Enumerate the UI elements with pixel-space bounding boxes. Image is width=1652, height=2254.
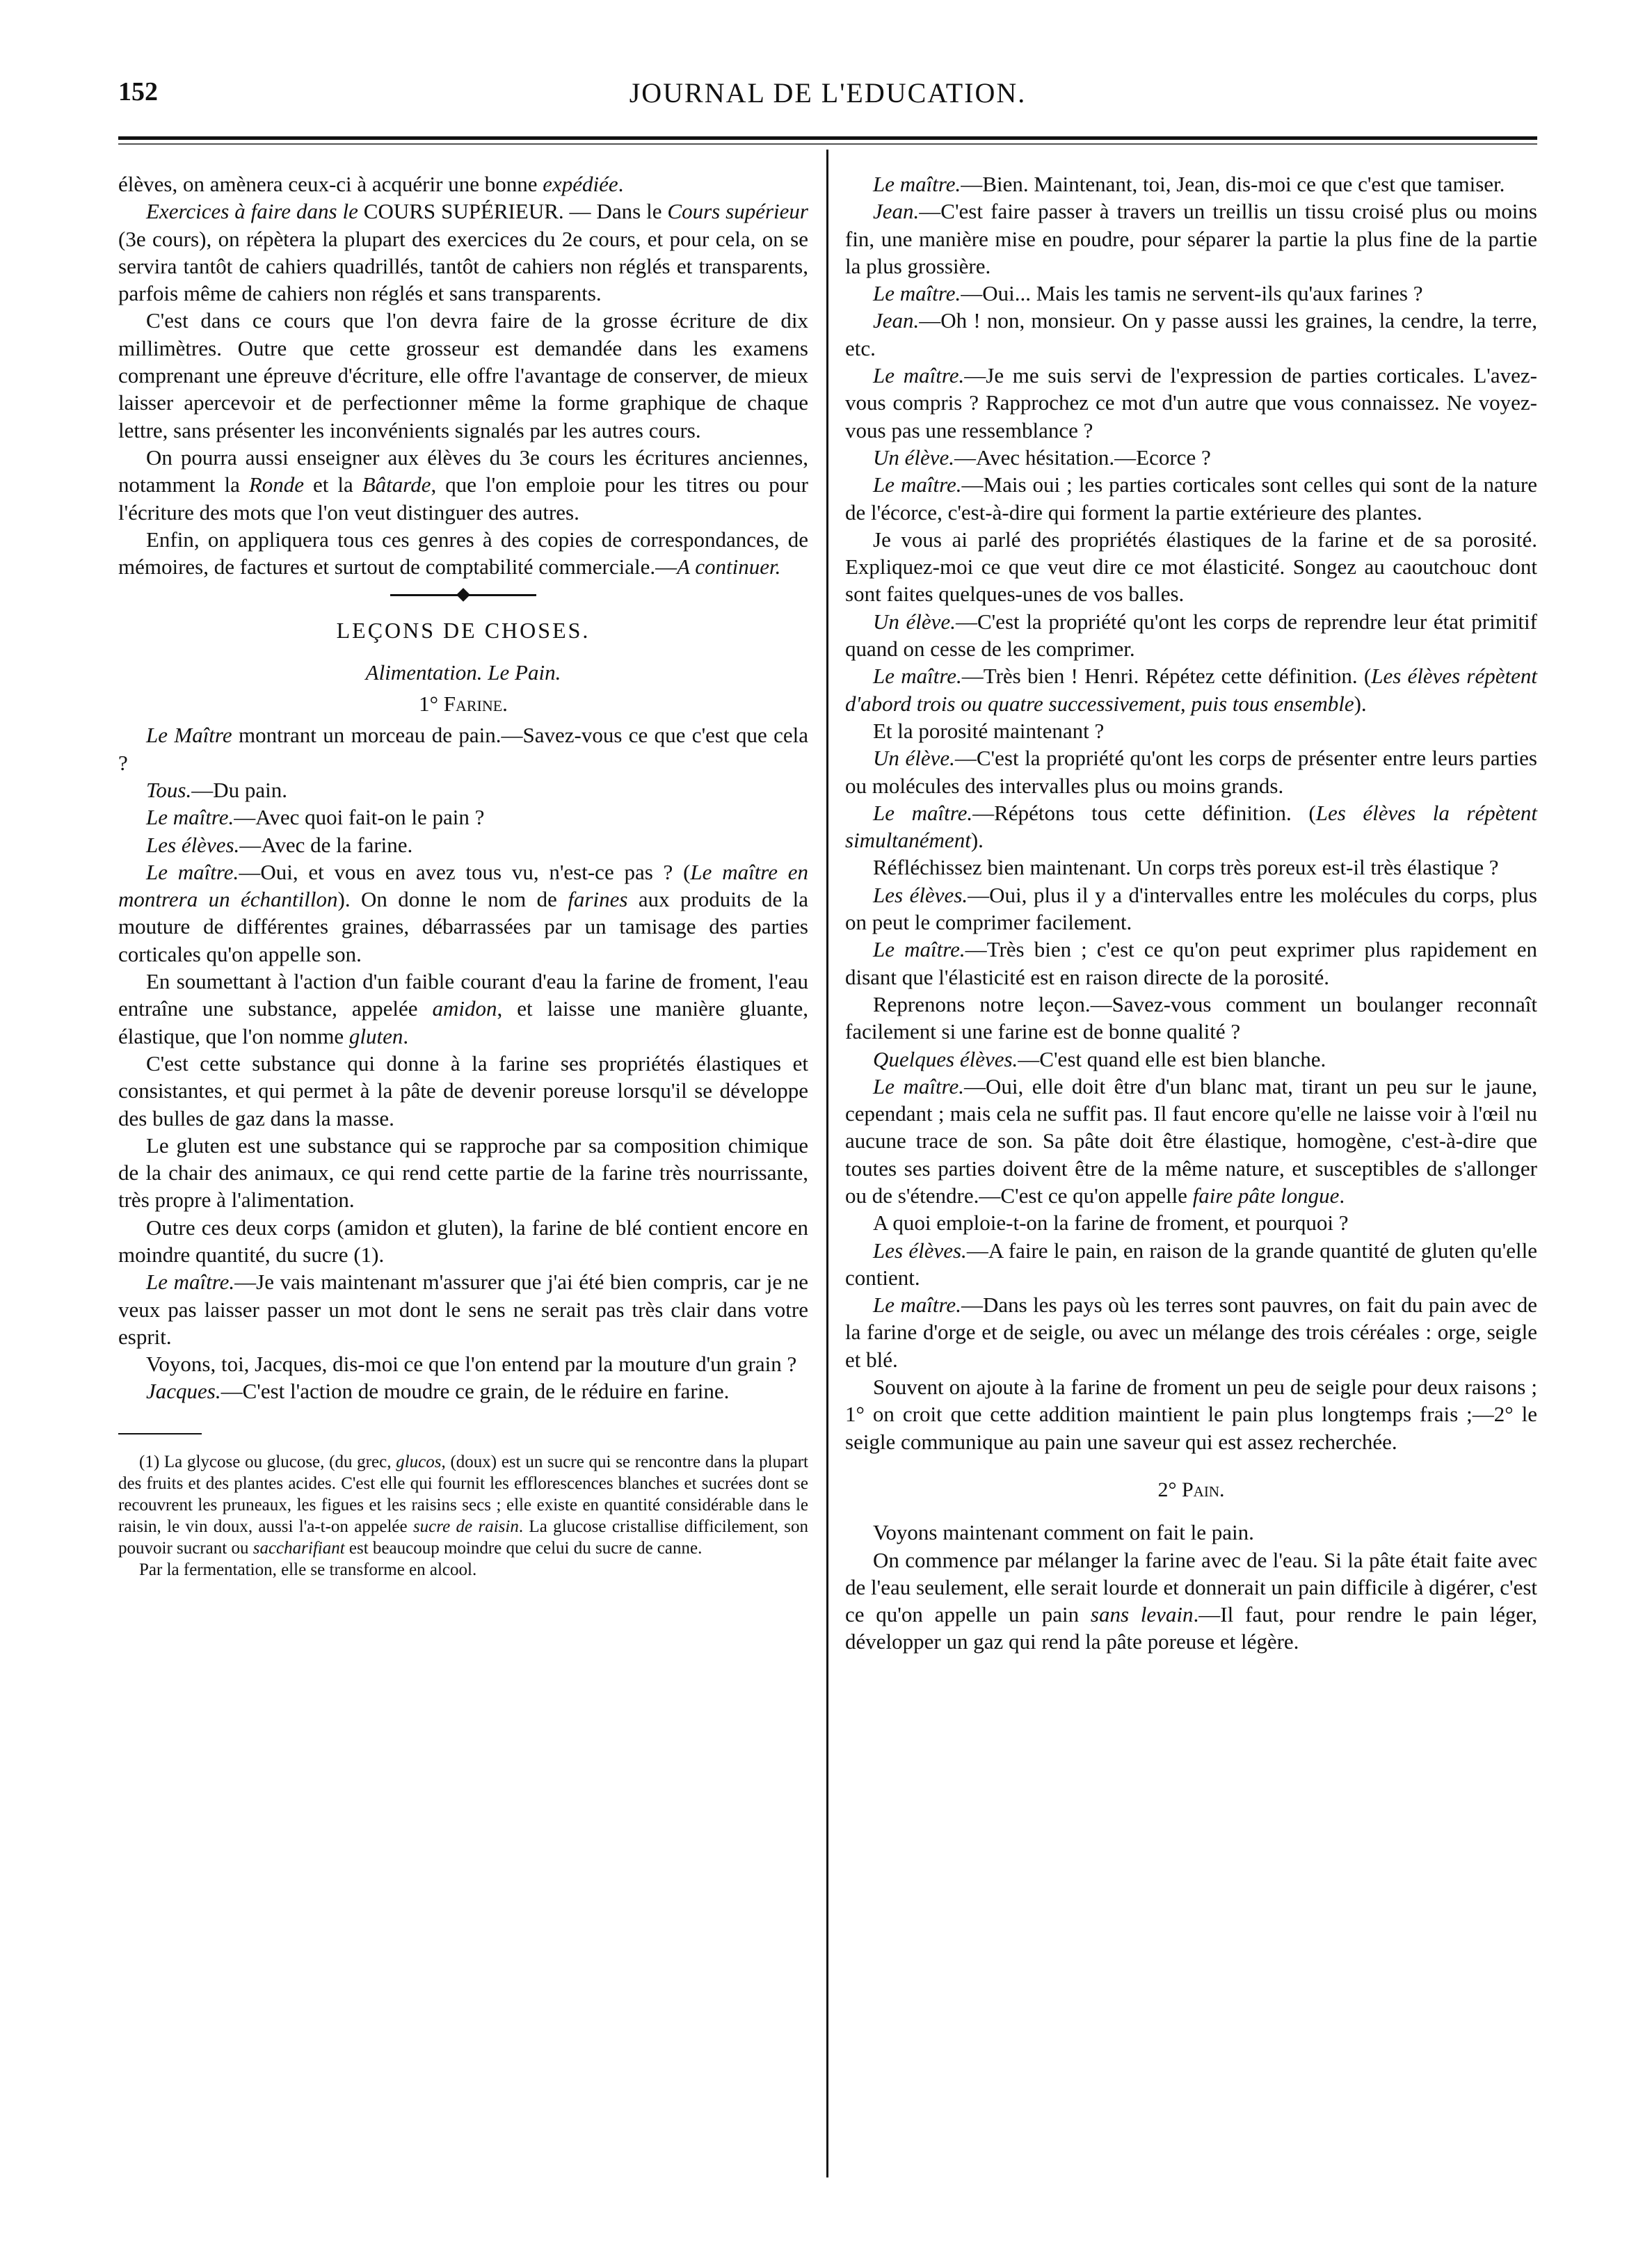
- dialogue-line: Jacques.—C'est l'action de moudre ce grain, de le réduire en farine.: [146, 1379, 730, 1404]
- dialogue-line: Le maître.—Je vais maintenant m'assurer que j'ai été bien compris, car je ne veux pas laisser passer un mot dont le sens ne serait pas très clair dans votre esprit.: [118, 1270, 808, 1349]
- paragraph: Et la porosité maintenant ?: [873, 718, 1105, 743]
- paragraph: Exercices à faire dans le COURS SUPÉRIEUR. — Dans le Cours supérieur (3e cours), on répètera la plupart des exercices du 2e cours, et pour cela, on se servira tantôt de cahiers quadrillés, tantôt de cahiers non réglés et transparents, parfois même de cahiers non réglés et sans transparents.: [118, 199, 808, 306]
- paragraph: Je vous ai parlé des propriétés élastiques de la farine et de sa porosité. Expliquez-moi ce que veut dire ce mot élasticité. Songez au caoutchouc dont sont faites quelques-unes de vos balles.: [845, 527, 1537, 607]
- paragraph: On commence par mélanger la farine avec de l'eau. Si la pâte était faite avec de l'eau seulement, elle serait lourde et donnerait un pain difficile à digérer, c'est ce qu'on appelle un pain sans levain.—Il faut, pour rendre le pain léger, développer un gaz qui rend la pâte poreuse et légère.: [845, 1547, 1538, 1654]
- subtitle-farine: 1° Farine.: [419, 692, 508, 717]
- paragraph: A quoi emploie-t-on la farine de froment, et pourquoi ?: [873, 1210, 1349, 1236]
- dialogue-line: Le maître.—Oui, et vous en avez tous vu, n'est-ce pas ? (Le maître en montrera un échantillon). On donne le nom de farines aux produits de la mouture de différentes graines, débarrassées par un tamisage des parties corticales qu'on appelle son.: [118, 859, 809, 966]
- paragraph: Le gluten est une substance qui se rapproche par sa composition chimique de la chair des animaux, ce qui rend cette partie de la farine très nourrissante, très propre à l'alimentation.: [118, 1133, 808, 1213]
- header-rule: [118, 136, 1537, 140]
- paragraph: élèves, on amènera ceux-ci à acquérir une bonne expédiée.: [118, 172, 624, 196]
- paragraph: On pourra aussi enseigner aux élèves du 3e cours les écritures anciennes, notamment la Ronde et la Bâtarde, que l'on emploie pour les titres ou pour l'écriture des mots que l'on veut distinguer des autres.: [118, 445, 809, 525]
- dialogue-line: Les élèves.—Oui, plus il y a d'intervalles entre les molécules du corps, plus on peut le comprimer facilement.: [845, 882, 1538, 935]
- dialogue-line: Jean.—C'est faire passer à travers un treillis un tissu croisé plus ou moins fin, une manière mise en poudre, pour séparer la partie la plus fine de la partie la plus grossière.: [845, 199, 1537, 278]
- dialogue-line: Le maître.—Je me suis servi de l'expression de parties corticales. L'avez-vous compris ? Rapprochez ce mot d'un autre que vous connaissez. Ne voyez-vous pas une ressemblance ?: [845, 363, 1537, 442]
- paragraph: Reprenons notre leçon.—Savez-vous comment un boulanger reconnaît facilement si une farine est de bonne qualité ?: [845, 991, 1537, 1044]
- journal-title: JOURNAL DE L'EDUCATION.: [629, 77, 1027, 109]
- left-column: [118, 170, 808, 1581]
- dialogue-line: Le maître.—Très bien ! Henri. Répétez cette définition. (Les élèves répètent d'abord trois ou quatre successivement, puis tous ensemble).: [845, 664, 1537, 716]
- section-title-pain: 2° Pain.: [1157, 1478, 1225, 1501]
- dialogue-line: Le maître.—Très bien ; c'est ce qu'on peut exprimer plus rapidement en disant que l'élasticité est en raison directe de la porosité.: [845, 937, 1537, 989]
- paragraph: Enfin, on appliquera tous ces genres à des copies de correspondances, de mémoires, de factures et surtout de comptabilité commerciale.—A continuer.: [118, 527, 808, 580]
- page-header: [118, 77, 1537, 118]
- dialogue-line: Les élèves.—A faire le pain, en raison de la grande quantité de gluten qu'elle contient.: [845, 1238, 1538, 1290]
- paragraph: Réfléchissez bien maintenant. Un corps très poreux est-il très élastique ?: [873, 855, 1499, 880]
- dialogue-line: Jean.—Oh ! non, monsieur. On y passe aussi les graines, la cendre, la terre, etc.: [845, 308, 1537, 360]
- dialogue-line: Le maître.—Bien. Maintenant, toi, Jean, dis-moi ce que c'est que tamiser.: [873, 172, 1505, 196]
- subtitle: Alimentation. Le Pain.: [365, 660, 561, 685]
- paragraph: Souvent on ajoute à la farine de froment un peu de seigle pour deux raisons ; 1° on croit que cette addition maintient le pain plus longtemps frais ;—2° le seigle communique au pain une saveur qui est assez recherchée.: [845, 1375, 1537, 1454]
- paragraph: En soumettant à l'action d'un faible courant d'eau la farine de froment, l'eau entraîne une substance, appelée amidon, et laisse une manière gluante, élastique, que l'on nomme gluten.: [118, 969, 808, 1048]
- paragraph: Voyons maintenant comment on fait le pain.: [873, 1520, 1254, 1545]
- paragraph: Outre ces deux corps (amidon et gluten), la farine de blé contient encore en moindre quantité, du sucre (1).: [118, 1215, 808, 1267]
- separator-ornament: [390, 594, 536, 596]
- dialogue-line: Le maître.—Oui, elle doit être d'un blanc mat, tirant un peu sur le jaune, cependant ; mais cela ne suffit pas. Il faut encore qu'elle ne laisse voir à l'œil nu aucune trace de son. Sa pâte doit être élastique, homogène, c'est-à-dire que toutes ses parties doivent être de la même nature, et susceptibles de s'allonger ou de s'étendre.—C'est ce qu'on appelle faire pâte longue.: [845, 1073, 1537, 1208]
- footnote: [118, 1451, 808, 1581]
- dialogue-line: Un élève.—C'est la propriété qu'ont les corps de présenter entre leurs parties ou molécules des intervalles plus ou moins grands.: [845, 746, 1537, 798]
- dialogue-line: Le maître.—Dans les pays où les terres sont pauvres, on fait du pain avec de la farine d'orge et de seigle, ou avec un mélange des trois céréales : orge, seigle et blé.: [845, 1293, 1537, 1372]
- section-title: LEÇONS DE CHOSES.: [336, 618, 591, 644]
- footnote-rule: [118, 1433, 202, 1434]
- dialogue-line: Un élève.—C'est la propriété qu'ont les corps de reprendre leur état primitif quand on cesse de les comprimer.: [845, 609, 1537, 662]
- right-column: [845, 170, 1537, 1656]
- column-divider: [826, 150, 828, 2177]
- dialogue-line: Le Maître montrant un morceau de pain.—Savez-vous ce que c'est que cela ?: [118, 723, 808, 775]
- dialogue-line: Le maître.—Oui... Mais les tamis ne servent-ils qu'aux farines ?: [873, 281, 1423, 306]
- page-number: 152: [118, 77, 158, 106]
- paragraph: Voyons, toi, Jacques, dis-moi ce que l'on entend par la mouture d'un grain ?: [146, 1352, 797, 1377]
- header-rule-thin: [118, 143, 1537, 145]
- dialogue-line: Le maître.—Répétons tous cette définition. (Les élèves la répètent simultanément).: [845, 800, 1537, 853]
- footnote-text: (1) La glycose ou glucose, (du grec, glucos, (doux) est un sucre qui se rencontre dans la plupart des fruits et des plantes acides. C'est elle qui fournit les efflorescences blanches et sucrées dont se recouvrent les pruneaux, les figues et les raisins secs ; elle existe en quantité considérable dans le raisin, le vin doux, aussi l'a-t-on appelée sucre de raisin. La glucose cristallise difficilement, son pouvoir sucrant ou saccharifiant est beaucoup moindre que celui du sucre de canne.: [118, 1452, 808, 1558]
- dialogue-line: Le maître.—Mais oui ; les parties corticales sont celles qui sont de la nature de l'écorce, c'est-à-dire qui forment la partie extérieure des plantes.: [845, 472, 1537, 525]
- footnote-text: Par la fermentation, elle se transforme en alcool.: [139, 1560, 477, 1579]
- dialogue-line: Le maître.—Avec quoi fait-on le pain ?: [146, 805, 485, 830]
- dialogue-line: Un élève.—Avec hésitation.—Ecorce ?: [873, 445, 1211, 470]
- paragraph: C'est cette substance qui donne à la farine ses propriétés élastiques et consistantes, et qui permet à la pâte de devenir poreuse lorsqu'il se développe des bulles de gaz dans la masse.: [118, 1050, 808, 1130]
- dialogue-line: Quelques élèves.—C'est quand elle est bien blanche.: [873, 1046, 1326, 1071]
- paragraph: C'est dans ce cours que l'on devra faire de la grosse écriture de dix millimètres. Outre que cette grosseur est demandée dans les examens comprenant une épreuve d'écriture, elle offre l'avantage de conserver, de mieux laisser apercevoir et de perfectionner même la forme graphique de chaque lettre, sans présenter les inconvénients signalés par les autres cours.: [118, 308, 808, 442]
- dialogue-line: Les élèves.—Avec de la farine.: [146, 832, 413, 857]
- dialogue-line: Tous.—Du pain.: [146, 777, 287, 802]
